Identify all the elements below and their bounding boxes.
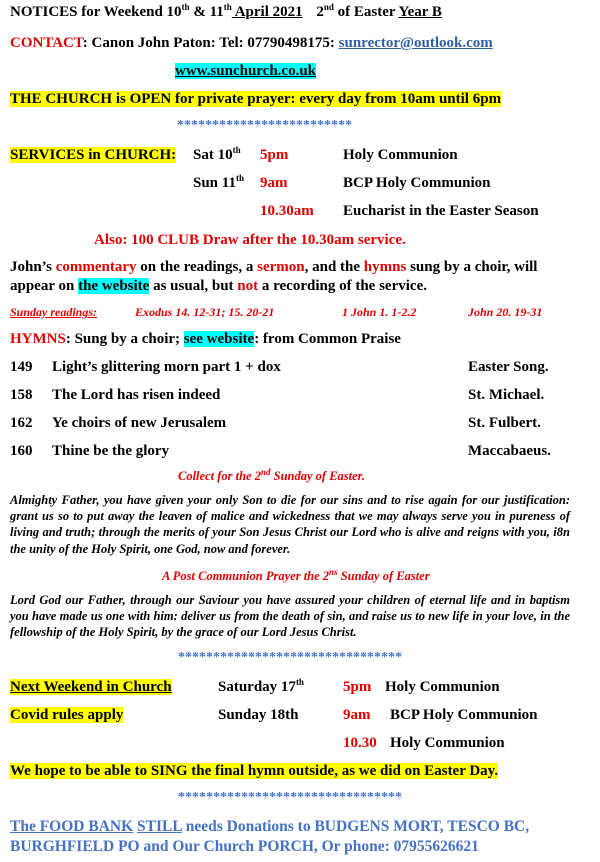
service-name: Holy Communion (343, 147, 458, 163)
collect-title-text: Sunday of Easter. (270, 469, 365, 483)
sup-th: th (295, 677, 304, 687)
club-draw-notice: Also: 100 CLUB Draw after the 10.30am service. (94, 232, 406, 248)
sing-notice-text: We hope to be able to SING the final hymn outside, as we did on Easter Day. (10, 763, 499, 779)
still-word: STILL (137, 818, 182, 835)
service-name: BCP Holy Communion (343, 175, 491, 191)
reading-3: John 20. 19-31 (468, 305, 543, 319)
open-notice-text: THE CHURCH is OPEN for private prayer: every day from 10am until 6pm (10, 91, 502, 107)
post-communion-title (162, 569, 430, 584)
collect-title-text: Collect for the 2 (178, 469, 261, 483)
easter-number: 2 (316, 4, 324, 20)
easter-text: of Easter (333, 4, 399, 20)
collect-prayer: Almighty Father, you have given your only Son to die for our sins and to rise again for our justification: grant us so to put away the leaven of malice and wickedness that we may always serve you in pureness of living and truth; through the merits of your Son Jesus Christ our Lord who is alive and reigns with you, i8n the unity of the Holy Spirit, one God, now and forever. (10, 493, 570, 556)
divider-1: ************************* (177, 118, 352, 133)
email-link[interactable]: sunrector@outlook.com (338, 35, 493, 51)
sup-ns: ns (329, 567, 338, 577)
reading-2: 1 John 1. 1-2.2 (342, 305, 417, 319)
service-name: Eucharist in the Easter Season (343, 203, 539, 219)
next-day: Sunday 18th (218, 707, 299, 723)
hymn-number: 162 (10, 415, 33, 431)
not-word: not (237, 278, 259, 294)
services-label (10, 147, 176, 164)
next-service-name: Holy Communion (385, 679, 500, 695)
reading-1: Exodus 14. 12-31; 15. 20-21 (135, 305, 275, 319)
commentary-line-2 (10, 278, 427, 295)
hymn-number: 160 (10, 443, 33, 459)
post-communion-title-text: Sunday of Easter (337, 569, 430, 583)
hymn-title: Light’s glittering morn part 1 + dox (52, 359, 281, 375)
commentary-text: John’s (10, 259, 56, 275)
hymn-title: Ye choirs of new Jerusalem (52, 415, 227, 431)
foodbank-text: needs Donations to BUDGENS MORT, TESCO BC, (181, 818, 530, 835)
hymn-tune: St. Fulbert. (468, 415, 541, 431)
service-day (193, 175, 244, 192)
next-time: 10.30 (343, 735, 377, 751)
hymn-title: The Lord has risen indeed (52, 387, 221, 403)
commentary-word: commentary (55, 259, 137, 275)
hymns-text: : Sung by a choir; (65, 331, 184, 347)
next-weekend-label-text: Next Weekend in Church (10, 679, 172, 695)
commentary-text: a recording of the service. (258, 278, 427, 294)
sup-nd: nd (323, 2, 334, 12)
next-service-name: Holy Communion (390, 735, 505, 751)
sup-th: th (223, 2, 232, 12)
commentary-text: sung by a choir, will (406, 259, 538, 275)
sup-th: th (235, 173, 244, 183)
hymns-word: hymns (363, 259, 407, 275)
sup-nd: nd (260, 467, 271, 477)
website-link[interactable]: www.sunchurch.co.uk (175, 63, 317, 79)
post-communion-prayer: Lord God our Father, through our Saviour you have assured your children of eternal life and in baptism you have made us one with him: deliver us from the death of sin, and raise us to new life in your love, in the fellowship of the Holy Spirit, by the grace of our Lord Jesus Christ. (10, 593, 570, 640)
contact-line (10, 35, 493, 52)
hymns-header (10, 331, 401, 348)
notices-text-c: April 2021 (231, 4, 303, 20)
commentary-text: appear on (10, 278, 79, 294)
hymn-tune: Maccabaeus. (468, 443, 551, 459)
contact-label: CONTACT (10, 35, 83, 51)
notices-text-b: & 11 (189, 4, 224, 20)
service-time: 9am (260, 175, 288, 191)
website-line (175, 63, 316, 80)
hymn-tune: St. Michael. (468, 387, 545, 403)
hymn-tune: Easter Song. (468, 359, 549, 375)
next-time: 5pm (343, 679, 372, 695)
divider-2: ******************************** (178, 650, 402, 665)
commentary-text: , and the (304, 259, 364, 275)
covid-label (10, 707, 123, 724)
contact-text: : Canon John Paton: Tel: 07790498175: (82, 35, 339, 51)
divider-3: ******************************** (178, 790, 402, 805)
hymn-title: Thine be the glory (52, 443, 170, 459)
service-time: 10.30am (260, 203, 314, 219)
foodbank-line-1 (10, 818, 529, 836)
next-service-name: BCP Holy Communion (390, 707, 538, 723)
sermon-word: sermon (257, 259, 305, 275)
hymn-number: 158 (10, 387, 33, 403)
website-highlight[interactable]: the website (78, 278, 150, 294)
collect-title (178, 469, 365, 484)
notices-title (10, 4, 442, 21)
next-day (218, 679, 304, 696)
next-day-text: Saturday 17 (218, 679, 296, 695)
foodbank-line-2: BURGHFIELD PO and Our Church PORCH, Or phone: 07955626621 (10, 838, 479, 855)
next-time: 9am (343, 707, 371, 723)
service-day (193, 147, 241, 164)
service-time: 5pm (260, 147, 289, 163)
notices-text-a: NOTICES for Weekend 10 (10, 4, 182, 20)
see-website-link[interactable]: see website (183, 331, 255, 347)
sing-notice (10, 763, 498, 780)
services-label-text: SERVICES in CHURCH: (10, 147, 177, 163)
commentary-line-1 (10, 259, 537, 276)
service-day-text: Sat 10 (193, 147, 233, 163)
hymn-number: 149 (10, 359, 33, 375)
readings-label: Sunday readings: (10, 305, 98, 319)
service-day-text: Sun 11 (193, 175, 236, 191)
hymns-text: : from Common Praise (254, 331, 401, 347)
year-label: Year B (398, 4, 442, 20)
open-notice (10, 91, 501, 108)
covid-label-text: Covid rules apply (10, 707, 124, 723)
hymns-label: HYMNS (10, 331, 66, 347)
foodbank-title: The FOOD BANK (10, 818, 134, 835)
sup-th: th (232, 145, 241, 155)
commentary-text: on the readings, a (136, 259, 258, 275)
sup-th: th (181, 2, 190, 12)
commentary-text: as usual, but (149, 278, 238, 294)
next-weekend-label (10, 679, 172, 696)
post-communion-title-text: A Post Communion Prayer the 2 (162, 569, 330, 583)
